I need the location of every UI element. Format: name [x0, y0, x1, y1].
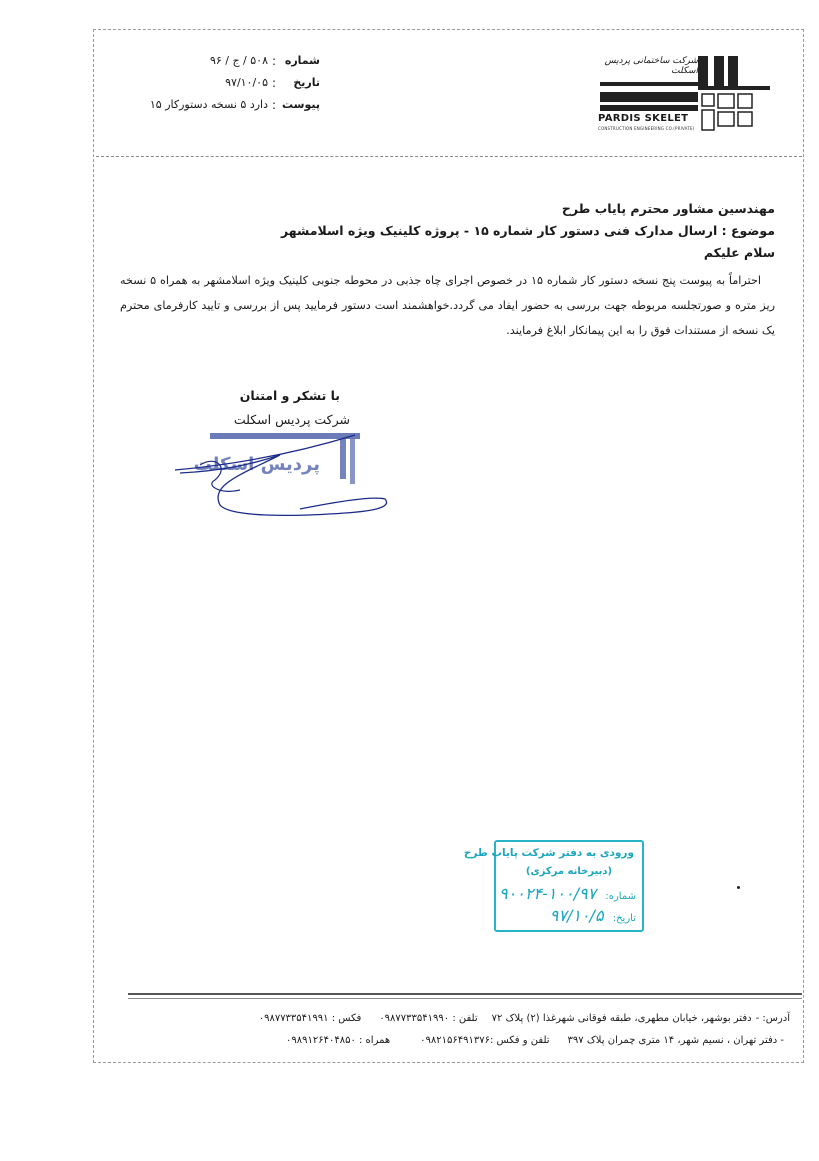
svg-text:پردیس اسکلت: پردیس اسکلت — [193, 454, 320, 475]
footer-divider — [128, 993, 802, 995]
receipt-number-row — [499, 884, 636, 903]
logo-name: PARDIS SKELET — [598, 113, 689, 124]
signer-company: شرکت پردیس اسکلت — [233, 412, 350, 427]
footer-office2-row — [170, 1030, 790, 1052]
colon-separator: : — [271, 76, 277, 90]
attachment-label: پیوست — [282, 98, 320, 111]
footer-contacts — [170, 1008, 790, 1052]
number-label: شماره — [284, 54, 320, 67]
paragraph-text: احتراماً به پیوست پنج نسخه دستور کار شماره ۱۵ در خصوص اجرای چاه جذبی در محوطه جنوبی کلینیک ویژه اسلامشهر به همراه ۵ نسخه ریز متره و صورتجلسه مربوطه جهت بررسی به حضور ایفاد می گردد.خواهشمند است دستور فرمایید پس از بررسی و تایید کارفرمای محترم یک نسخه از مستندات فوق را به این پیمانکار ابلاغ فرمایند. — [120, 274, 775, 337]
header-divider — [96, 156, 802, 157]
address-label: آدرس: - — [755, 1013, 790, 1024]
office2-address: - دفتر تهران ، نسیم شهر، ۱۴ متری چمران پلاک ۳۹۷ — [567, 1035, 784, 1046]
meta-attachment-row — [120, 94, 320, 116]
office1-address: دفتر بوشهر، خیابان مطهری، طبقه فوقانی شهرغذا (۲) پلاک ۷۲ — [491, 1013, 752, 1024]
receipt-stamp — [463, 840, 644, 932]
letter-body — [120, 198, 775, 343]
page-border — [93, 29, 804, 1063]
number-value: ۵۰۸ / ج / ۹۶ — [209, 54, 268, 67]
company-logo — [598, 54, 773, 134]
colon-separator: : — [271, 98, 277, 112]
colon-separator: : — [271, 54, 277, 68]
receipt-date-value: ۹۷/۱۰/۵ — [549, 906, 604, 925]
receipt-date-label: تاریخ: — [612, 913, 636, 924]
office1-phone: تلفن : ۰۹۸۷۷۳۳۵۴۱۹۹۰ — [379, 1013, 478, 1024]
receipt-stamp-subtitle: (دبیرخانه مرکزی) — [525, 866, 613, 877]
footer-divider-thin — [128, 998, 802, 999]
logo-subtitle: CONSTRUCTION ENGINEERING CO.(PRIVATE) — [598, 126, 695, 131]
signature-stamp-icon — [170, 425, 400, 525]
subject-text: ارسال مدارک فنی دستور کار شماره ۱۵ - پروژه کلینیک ویژه اسلامشهر — [281, 223, 718, 238]
attachment-value: دارد ۵ نسخه دستورکار ۱۵ — [149, 98, 268, 111]
date-label: تاریخ — [293, 76, 320, 89]
letter-paragraph — [120, 268, 775, 343]
receipt-number-value: ۱۰۰/۹۷-۹۰۰۲۴ — [499, 884, 597, 903]
meta-date-row — [120, 72, 320, 94]
receipt-number-label: شماره: — [605, 891, 636, 902]
receipt-stamp-title: ورودی به دفتر شرکت پایاب طرح — [463, 847, 634, 859]
office1-fax: فکس : ۰۹۸۷۷۳۳۵۴۱۹۹۱ — [258, 1013, 362, 1024]
recipient: مهندسین مشاور محترم پایاب طرح — [561, 201, 775, 216]
meta-number-row — [120, 50, 320, 72]
receipt-date-row — [550, 906, 636, 925]
closing: با تشکر و امتنان — [239, 388, 340, 403]
subject-label: موضوع : — [721, 223, 775, 238]
stray-mark — [737, 886, 740, 889]
subject-line — [120, 220, 775, 242]
logo-tagline: شرکت ساختمانی پردیس اسکلت — [604, 56, 698, 76]
letter-meta — [120, 50, 320, 116]
footer-office1-row — [170, 1008, 790, 1030]
date-value: ۹۷/۱۰/۰۵ — [225, 76, 268, 89]
greeting: سلام علیکم — [703, 245, 775, 260]
office2-phone: تلفن و فکس :۰۹۸۲۱۵۶۴۹۱۳۷۶ — [420, 1035, 550, 1046]
office2-mobile: همراه : ۰۹۸۹۱۲۶۴۰۴۸۵۰ — [286, 1035, 391, 1046]
